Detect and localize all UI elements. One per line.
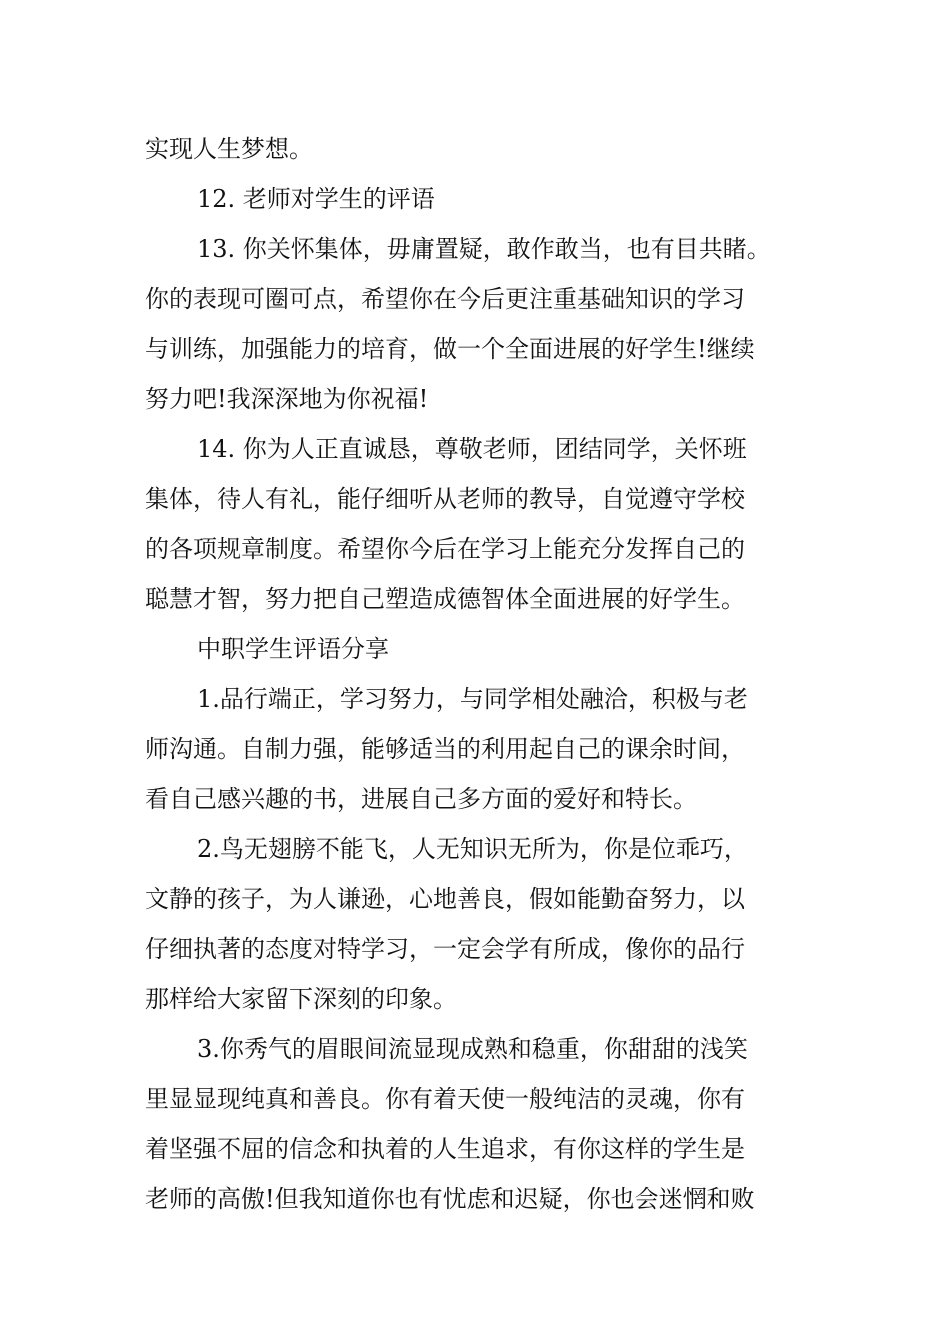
text-line: 老师的高傲!但我知道你也有忧虑和迟疑，你也会迷惘和败 <box>145 1185 755 1213</box>
text-line: 与训练，加强能力的培育，做一个全面进展的好学生!继续 <box>145 335 755 363</box>
paragraph-13 <box>145 224 825 424</box>
text-line: 聪慧才智，努力把自己塑造成德智体全面进展的好学生。 <box>145 585 745 613</box>
text-line: 集体，待人有礼，能仔细听从老师的教导，自觉遵守学校 <box>145 485 745 513</box>
paragraph-12 <box>145 174 825 224</box>
text-line: 师沟通。自制力强，能够适当的利用起自己的课余时间， <box>145 735 745 763</box>
text-line: 着坚强不屈的信念和执着的人生追求，有你这样的学生是 <box>145 1135 745 1163</box>
text-line: 3.你秀气的眉眼间流显现成熟和稳重，你甜甜的浅笑 <box>197 1035 748 1063</box>
text-line: 努力吧!我深深地为你祝福! <box>145 385 429 413</box>
text-line: 2.鸟无翅膀不能飞，人无知识无所为，你是位乖巧， <box>197 835 748 863</box>
document-body <box>145 124 825 1224</box>
text-line: 里显显现纯真和善良。你有着天使一般纯洁的灵魂，你有 <box>145 1085 745 1113</box>
text-line: 你的表现可圈可点，希望你在今后更注重基础知识的学习 <box>145 285 745 313</box>
text-line: 14. 你为人正直诚恳，尊敬老师，团结同学，关怀班 <box>197 435 747 463</box>
paragraph-3 <box>145 1024 825 1224</box>
text-line: 12. 老师对学生的评语 <box>197 185 435 213</box>
text-line: 那样给大家留下深刻的印象。 <box>145 985 457 1013</box>
text-line: 的各项规章制度。希望你今后在学习上能充分发挥自己的 <box>145 535 745 563</box>
paragraph-continued <box>145 124 825 174</box>
paragraph-heading <box>145 624 825 674</box>
paragraph-1 <box>145 674 825 824</box>
text-line: 实现人生梦想。 <box>145 135 313 163</box>
paragraph-2 <box>145 824 825 1024</box>
paragraph-14 <box>145 424 825 624</box>
text-line: 仔细执著的态度对特学习，一定会学有所成，像你的品行 <box>145 935 745 963</box>
text-line: 1.品行端正，学习努力，与同学相处融洽，积极与老 <box>197 685 748 713</box>
text-line: 13. 你关怀集体，毋庸置疑，敢作敢当，也有目共睹。 <box>197 235 771 263</box>
text-line: 看自己感兴趣的书，进展自己多方面的爱好和特长。 <box>145 785 697 813</box>
text-line: 中职学生评语分享 <box>197 635 389 663</box>
text-line: 文静的孩子，为人谦逊，心地善良，假如能勤奋努力，以 <box>145 885 745 913</box>
